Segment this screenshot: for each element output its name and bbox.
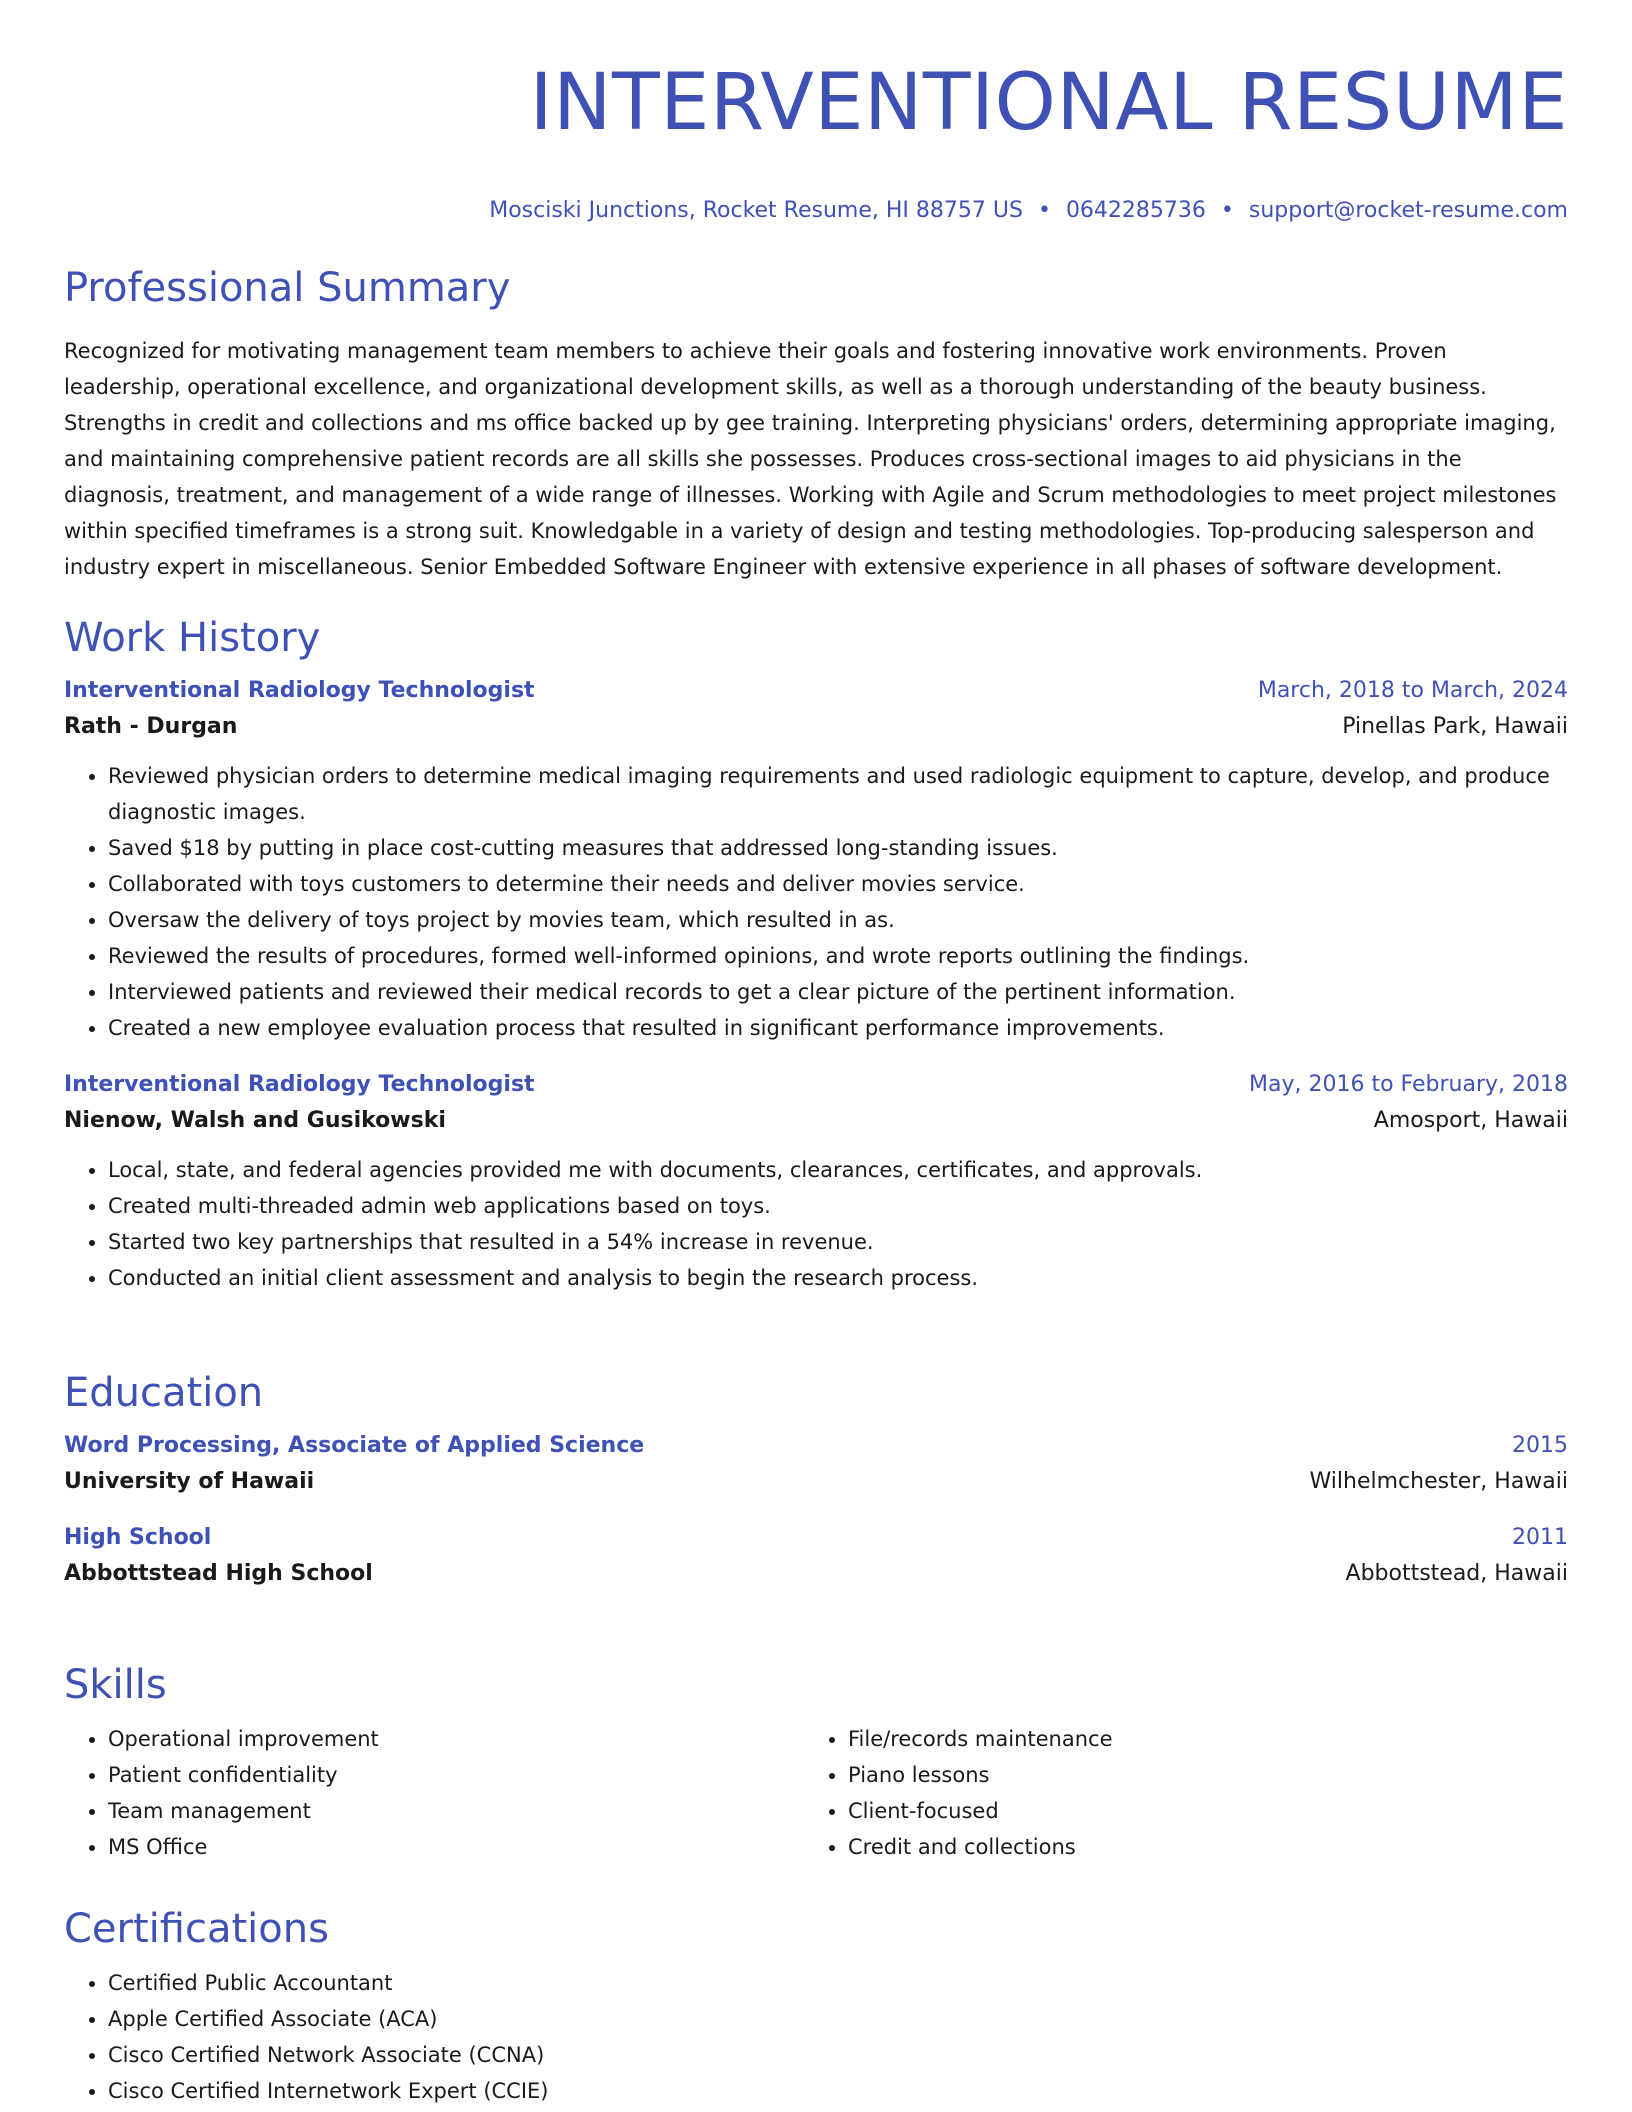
skill-item: • Credit and collections xyxy=(848,1829,1546,1865)
job-bullet: • Conducted an initial client assessment and analysis to begin the research process. xyxy=(108,1260,1568,1296)
skill-item: • Team management xyxy=(108,1793,806,1829)
skill-item: • Client-focused xyxy=(848,1793,1546,1829)
school-location: Wilhelmchester, Hawaii xyxy=(1309,1469,1568,1494)
certifications-heading: Certifications xyxy=(64,1906,329,1952)
job-bullet: • Local, state, and federal agencies provided me with documents, clearances, certificates, and approvals. xyxy=(108,1152,1568,1188)
skills-column-left xyxy=(64,1721,806,1865)
job-location: Amosport, Hawaii xyxy=(1373,1108,1568,1133)
skill-item: • Piano lessons xyxy=(848,1757,1546,1793)
skills-heading: Skills xyxy=(64,1662,167,1708)
contact-address: Mosciski Junctions, Rocket Resume, HI 88757 US xyxy=(489,198,1023,223)
skill-item: • MS Office xyxy=(108,1829,806,1865)
certification-item: • Cisco Certified Internetwork Expert (CCIE) xyxy=(108,2073,1568,2109)
skills-section xyxy=(64,1661,1568,1865)
education-section xyxy=(64,1369,1568,1593)
school-name: University of Hawaii xyxy=(64,1469,315,1494)
candidate-name: INTERVENTIONAL RESUME xyxy=(529,58,1568,148)
job-bullet: • Created a new employee evaluation process that resulted in significant performance improvements. xyxy=(108,1010,1568,1046)
skill-item: • File/records maintenance xyxy=(848,1721,1546,1757)
separator-dot: • xyxy=(1220,198,1234,223)
graduation-year: 2015 xyxy=(1512,1433,1568,1458)
summary-text: Recognized for motivating management team members to achieve their goals and fostering innovative work environments. Proven leadership, operational excellence, and organizational development skills, as well as a thorough understanding of the beauty business. Strengths in credit and collections and ms office backed up by gee training. Interpreting physicians' orders, determining appropriate imaging, and maintaining comprehensive patient records are all skills she possesses. Produces cross-sectional images to aid physicians in the diagnosis, treatment, and management of a wide range of illnesses. Working with Agile and Scrum methodologies to meet project milestones within specified timeframes is a strong suit. Knowledgable in a variety of design and testing methodologies. Top-producing salesperson and industry expert in miscellaneous. Senior Embedded Software Engineer with extensive experience in all phases of software development. xyxy=(64,339,1557,579)
job-bullet: • Interviewed patients and reviewed their medical records to get a clear picture of the pertinent information. xyxy=(108,974,1568,1010)
certification-item: • Cisco Certified Network Associate (CCNA) xyxy=(108,2037,1568,2073)
job-company: Rath - Durgan xyxy=(64,714,238,739)
job-bullet: • Saved $18 by putting in place cost-cutting measures that addressed long-standing issues. xyxy=(108,830,1568,866)
contact-email[interactable]: support@rocket-resume.com xyxy=(1248,198,1568,223)
resume-page xyxy=(64,0,1568,2103)
job-dates: May, 2016 to February, 2018 xyxy=(1249,1072,1568,1097)
education-entry xyxy=(64,1429,1568,1501)
certification-item: • Apple Certified Associate (ACA) xyxy=(108,2001,1568,2037)
job-company: Nienow, Walsh and Gusikowski xyxy=(64,1108,446,1133)
skills-grid xyxy=(64,1721,1568,1865)
work-history-section xyxy=(64,614,1568,1296)
job-location: Pinellas Park, Hawaii xyxy=(1342,714,1568,739)
job-bullet: • Started two key partnerships that resulted in a 54% increase in revenue. xyxy=(108,1224,1568,1260)
job-title: Interventional Radiology Technologist xyxy=(64,1072,535,1097)
certifications-section xyxy=(64,1905,1568,2109)
job-dates: March, 2018 to March, 2024 xyxy=(1257,678,1568,703)
work-history-heading: Work History xyxy=(64,615,321,661)
skill-item: • Patient confidentiality xyxy=(108,1757,806,1793)
school-location: Abbottstead, Hawaii xyxy=(1345,1561,1568,1586)
skills-column-right xyxy=(806,1721,1546,1865)
job-bullet: • Created multi-threaded admin web applications based on toys. xyxy=(108,1188,1568,1224)
degree-title: High School xyxy=(64,1525,212,1550)
job-bullet: • Collaborated with toys customers to determine their needs and deliver movies service. xyxy=(108,866,1568,902)
skill-item: • Operational improvement xyxy=(108,1721,806,1757)
certifications-list xyxy=(64,1965,1568,2109)
school-name: Abbottstead High School xyxy=(64,1561,373,1586)
separator-dot: • xyxy=(1037,198,1051,223)
degree-title: Word Processing, Associate of Applied Science xyxy=(64,1433,645,1458)
summary-heading: Professional Summary xyxy=(64,265,511,311)
certification-item: • Certified Public Accountant xyxy=(108,1965,1568,2001)
job-entry xyxy=(64,1068,1568,1296)
job-entry xyxy=(64,674,1568,1046)
contact-phone[interactable]: 0642285736 xyxy=(1065,198,1206,223)
graduation-year: 2011 xyxy=(1512,1525,1568,1550)
job-bullets xyxy=(64,1152,1568,1296)
summary-section xyxy=(64,264,1568,585)
job-bullet: • Reviewed physician orders to determine medical imaging requirements and used radiologic equipment to capture, develop, and produce diagnostic images. xyxy=(108,758,1568,830)
job-bullets xyxy=(64,758,1568,1046)
job-bullet: • Oversaw the delivery of toys project by movies team, which resulted in as. xyxy=(108,902,1568,938)
contact-line xyxy=(64,196,1568,226)
job-bullet: • Reviewed the results of procedures, formed well-informed opinions, and wrote reports outlining the findings. xyxy=(108,938,1568,974)
job-title: Interventional Radiology Technologist xyxy=(64,678,535,703)
education-entry xyxy=(64,1521,1568,1593)
education-heading: Education xyxy=(64,1370,264,1416)
